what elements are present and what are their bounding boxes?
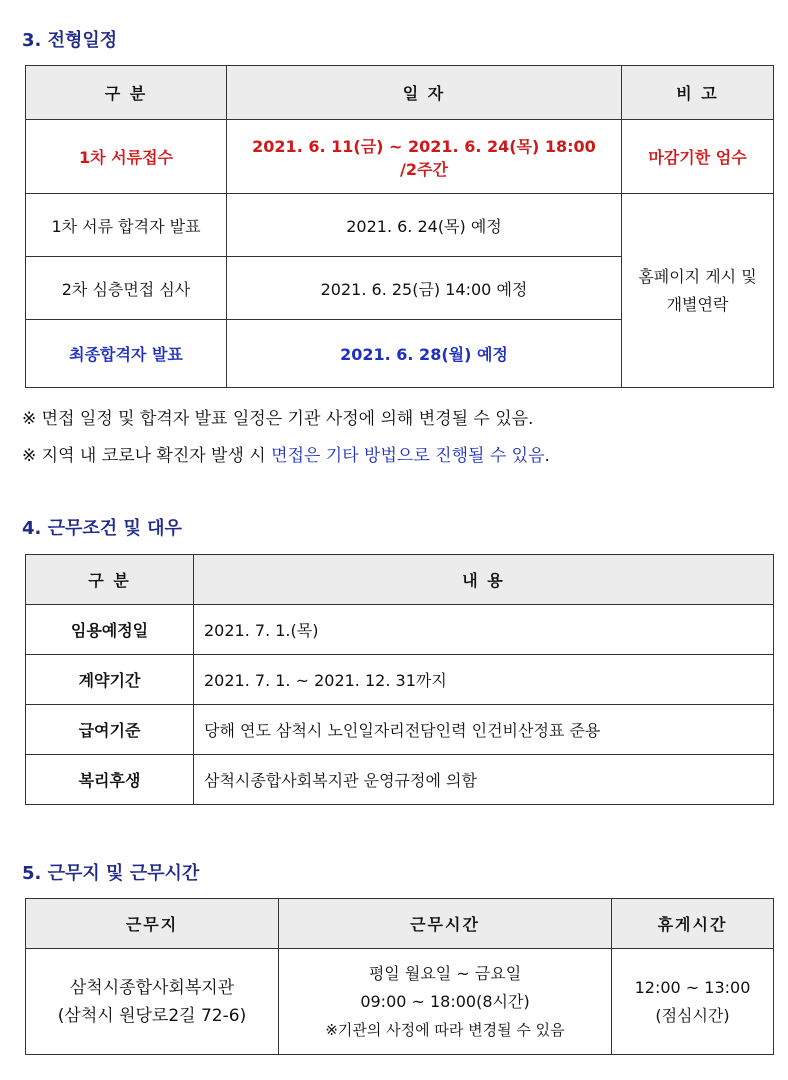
workplace-header-place: 근무지 [26, 899, 279, 949]
schedule-category: 최종합격자 발표 [26, 320, 227, 388]
schedule-date-line1: 2021. 6. 11(금) ~ 2021. 6. 24(목) 18:00 [252, 136, 596, 156]
schedule-note-2-suffix: . [544, 446, 550, 466]
workplace-place [26, 949, 279, 1055]
workplace-hours-line1: 평일 월요일 ~ 금요일 [368, 963, 522, 983]
workplace-place-line2: (삼척시 원당로2길 72-6) [57, 1005, 247, 1026]
conditions-header-content: 내 용 [194, 555, 774, 605]
schedule-header-note: 비 고 [622, 66, 774, 120]
workplace-hours [279, 949, 612, 1055]
workplace-break-line2: (점심시간) [655, 1005, 730, 1025]
workplace-header-row [26, 899, 774, 949]
conditions-label: 임용예정일 [26, 605, 194, 655]
table-row [26, 705, 774, 755]
schedule-header-category: 구 분 [26, 66, 227, 120]
schedule-date: 2021. 6. 25(금) 14:00 예정 [227, 257, 622, 320]
conditions-content: 2021. 7. 1.(목) [194, 605, 774, 655]
table-row [26, 655, 774, 705]
schedule-date: 2021. 6. 28(월) 예정 [227, 320, 622, 388]
schedule-merged-note-line1: 홈페이지 게시 및 [638, 266, 757, 286]
conditions-label: 계약기간 [26, 655, 194, 705]
schedule-note-2-prefix: ※ 지역 내 코로나 확진자 발생 시 [22, 446, 272, 466]
section3-title: 3. 전형일정 [22, 30, 118, 51]
workplace-hours-line2: 09:00 ~ 18:00(8시간) [360, 991, 530, 1011]
conditions-table [25, 554, 774, 805]
schedule-date [227, 120, 622, 194]
table-row [26, 194, 774, 257]
conditions-content: 2021. 7. 1. ~ 2021. 12. 31까지 [194, 655, 774, 705]
section5-title: 5. 근무지 및 근무시간 [22, 863, 200, 884]
schedule-header-date: 일 자 [227, 66, 622, 120]
workplace-place-line1: 삼척시종합사회복지관 [69, 977, 235, 998]
workplace-header-hours: 근무시간 [279, 899, 612, 949]
schedule-category: 2차 심층면접 심사 [26, 257, 227, 320]
conditions-header-row [26, 555, 774, 605]
schedule-category: 1차 서류 합격자 발표 [26, 194, 227, 257]
conditions-label: 복리후생 [26, 755, 194, 805]
workplace-hours-line3: ※기관의 사정에 따라 변경될 수 있음 [325, 1020, 565, 1039]
table-row [26, 605, 774, 655]
conditions-header-category: 구 분 [26, 555, 194, 605]
table-row [26, 120, 774, 194]
conditions-content: 당해 연도 삼척시 노인일자리전담인력 인건비산정표 준용 [194, 705, 774, 755]
table-row [26, 949, 774, 1055]
table-row [26, 755, 774, 805]
schedule-note: 마감기한 엄수 [622, 120, 774, 194]
section4-title: 4. 근무조건 및 대우 [22, 518, 182, 539]
schedule-category: 1차 서류접수 [26, 120, 227, 194]
workplace-break-line1: 12:00 ~ 13:00 [634, 977, 751, 997]
workplace-break [612, 949, 774, 1055]
schedule-header-row [26, 66, 774, 120]
schedule-date: 2021. 6. 24(목) 예정 [227, 194, 622, 257]
schedule-merged-note [622, 194, 774, 388]
schedule-note-1: ※ 면접 일정 및 합격자 발표 일정은 기관 사정에 의해 변경될 수 있음. [22, 409, 534, 429]
schedule-merged-note-line2: 개별연락 [666, 294, 729, 314]
workplace-table [25, 898, 774, 1055]
schedule-note-2 [22, 441, 550, 466]
conditions-label: 급여기준 [26, 705, 194, 755]
conditions-content: 삼척시종합사회복지관 운영규정에 의함 [194, 755, 774, 805]
workplace-header-break: 휴게시간 [612, 899, 774, 949]
schedule-date-line2: /2주간 [400, 159, 448, 179]
schedule-table [25, 65, 774, 388]
schedule-note-2-highlight: 면접은 기타 방법으로 진행될 수 있음 [271, 446, 545, 466]
